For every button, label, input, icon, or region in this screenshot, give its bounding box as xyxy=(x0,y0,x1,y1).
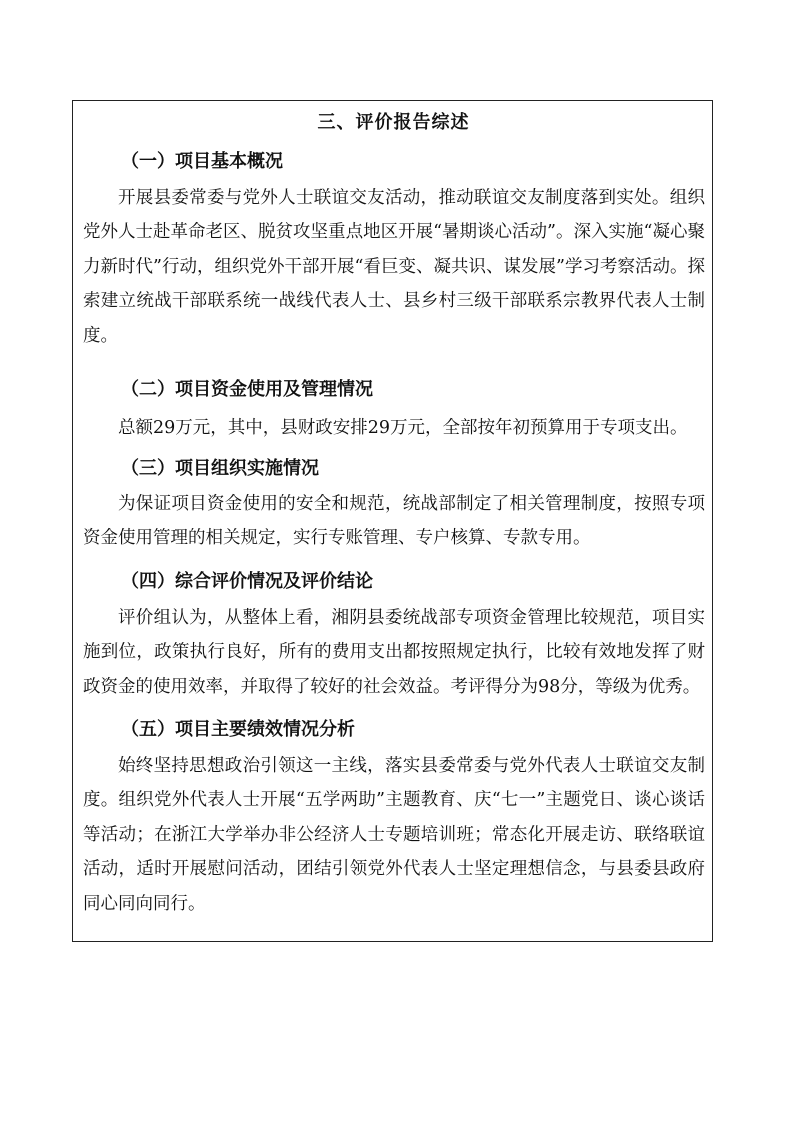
section-heading-performance: （五）项目主要绩效情况分析 xyxy=(121,719,355,740)
section-heading-implementation: （三）项目组织实施情况 xyxy=(121,458,319,479)
section-heading-overview: （一）项目基本概况 xyxy=(121,151,283,172)
section-heading-funds: （二）项目资金使用及管理情况 xyxy=(121,379,373,400)
section-body-conclusion: 评价组认为，从整体上看，湘阴县委统战部专项资金管理比较规范，项目实施到位，政策执行良好，所有的费用支出都按照规定执行，比较有效地发挥了财政资金的使用效率，并取得了较好的社会效益。考评得分为98分，等级为优秀。 xyxy=(83,608,705,697)
report-title: 三、评价报告综述 xyxy=(317,112,470,133)
report-frame xyxy=(72,100,713,942)
section-body-implementation: 为保证项目资金使用的安全和规范，统战部制定了相关管理制度，按照专项资金使用管理的相关规定，实行专账管理、专户核算、专款专用。 xyxy=(83,494,705,549)
section-body-overview: 开展县委常委与党外人士联谊交友活动，推动联谊交友制度落到实处。组织党外人士赴革命老区、脱贫攻坚重点地区开展“暑期谈心活动”。深入实施“凝心聚力新时代”行动，组织党外干部开展“看巨变、凝共识、谋发展”学习考察活动。探索建立统战干部联系统一战线代表人士、县乡村三级干部联系宗教界代表人士制度。 xyxy=(83,188,705,346)
section-body-funds: 总额29万元，其中，县财政安排29万元，全部按年初预算用于专项支出。 xyxy=(118,418,688,438)
section-body-performance: 始终坚持思想政治引领这一主线，落实县委常委与党外代表人士联谊交友制度。组织党外代表人士开展“五学两助”主题教育、庆“七一”主题党日、谈心谈话等活动；在浙江大学举办非公经济人士专题培训班；常态化开展走访、联络联谊活动，适时开展慰问活动，团结引领党外代表人士坚定理想信念，与县委县政府同心同向同行。 xyxy=(83,756,705,914)
section-heading-conclusion: （四）综合评价情况及评价结论 xyxy=(121,571,373,592)
